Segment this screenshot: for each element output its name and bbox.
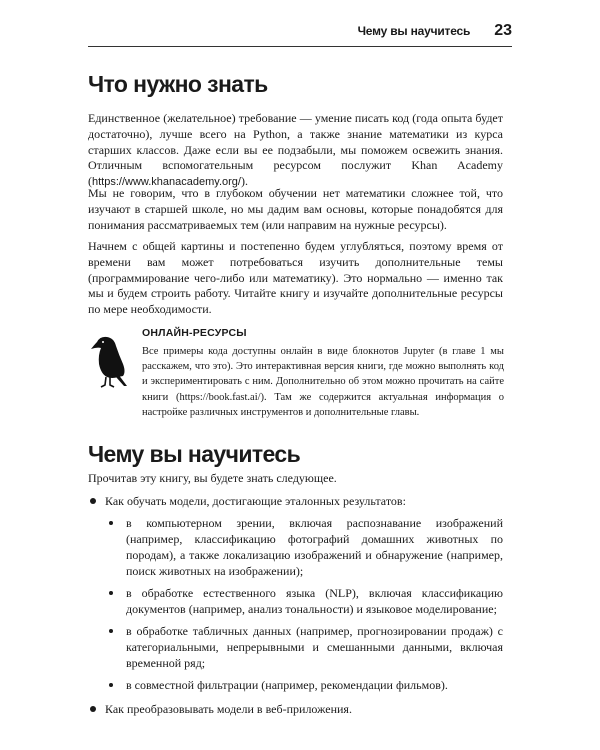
paragraph-learn-intro: Прочитав эту книгу, вы будете знать следующее.: [88, 471, 337, 485]
sub-list-item: [105, 585, 503, 617]
callout-title: ОНЛАЙН-РЕСУРСЫ: [142, 327, 247, 339]
paragraph-requirements: [88, 111, 503, 191]
bullet-icon: [90, 706, 96, 712]
sub-list-item: [105, 515, 503, 579]
sub-bullet-icon: [109, 521, 113, 525]
sub-list-item-text: в обработке табличных данных (например, прогнозировании продаж) с категориальными, непрерывными и смешанными данными, включая временной ряд;: [126, 624, 503, 670]
section-heading-what-you-learn: Чему вы научитесь: [88, 441, 301, 467]
running-header: [88, 18, 512, 44]
list-item-text: Как преобразовывать модели в веб-приложения.: [105, 702, 352, 716]
bullet-icon: [90, 498, 96, 504]
sub-list-item-text: в обработке естественного языка (NLP), включая классификацию документов (например, анализ тональности) и языковое моделирование;: [126, 586, 503, 616]
sub-list-item: [105, 677, 503, 693]
list-item: [88, 493, 503, 693]
list-item-text: Как обучать модели, достигающие эталонных результатов:: [105, 494, 406, 508]
sub-bullet-icon: [109, 683, 113, 687]
sub-list: [105, 515, 503, 693]
sub-list-item-text: в совместной фильтрации (например, рекомендации фильмов).: [126, 678, 448, 692]
list-item: [88, 701, 503, 717]
page-number: 23: [494, 22, 512, 39]
paragraph-requirements-text: Единственное (желательное) требование — умение писать код (года опыта будет достаточно), лучше всего на Python, а также знание математики из курса старших классов. Даже если вы ее подзабыли, мы поможем освежить знания. Отличным вспомогательным ресурсом послужит Khan Academy (: [88, 111, 503, 189]
sub-list-item-text: в компьютерном зрении, включая распознавание изображений (например, классификацию фотографий домашних животных по породам), а также локализацию изображений и обнаружение (например, поиск животных на изображении);: [126, 516, 503, 578]
online-resources-callout: [88, 327, 508, 417]
section-heading-prerequisites: Что нужно знать: [88, 71, 268, 97]
sub-bullet-icon: [109, 591, 113, 595]
running-title: Чему вы научитесь: [357, 24, 471, 38]
callout-text: Все примеры кода доступны онлайн в виде блокнотов Jupyter (в главе 1 мы расскажем, что это). Это интерактивная версия книги, где можно выполнять код и экспериментировать с ним. Дополнительно об этом можно прочитать на сайте книги (https://book.fast.ai/). Там же содержится актуальная информация о настройке различных инструментов и дополнительные главы.: [142, 346, 504, 418]
sub-bullet-icon: [109, 629, 113, 633]
paragraph-approach: Начнем с общей картины и постепенно будем углубляться, поэтому время от времени вам может потребоваться изучить дополнительные темы (программирование чего-либо или математику). Это нормально — именно так мы и будем строить работу. Читайте книгу и изучайте дополнительные ресурсы по мере необходимости.: [88, 239, 503, 317]
paragraph-math: Мы не говорим, что в глубоком обучении нет математики сложнее той, что изучают в старшей школе, но мы дадим вам основы, которые понадобятся для понимания рассматриваемых тем (или направим на нужные ресурсы).: [88, 186, 503, 232]
learning-outcomes-list: [88, 493, 503, 717]
raven-icon: [88, 331, 130, 389]
header-rule: [88, 46, 512, 47]
paragraph-requirements-end: ).: [240, 174, 248, 189]
sub-list-item: [105, 623, 503, 671]
khan-academy-link[interactable]: https://www.khanacademy.org/: [92, 176, 241, 189]
